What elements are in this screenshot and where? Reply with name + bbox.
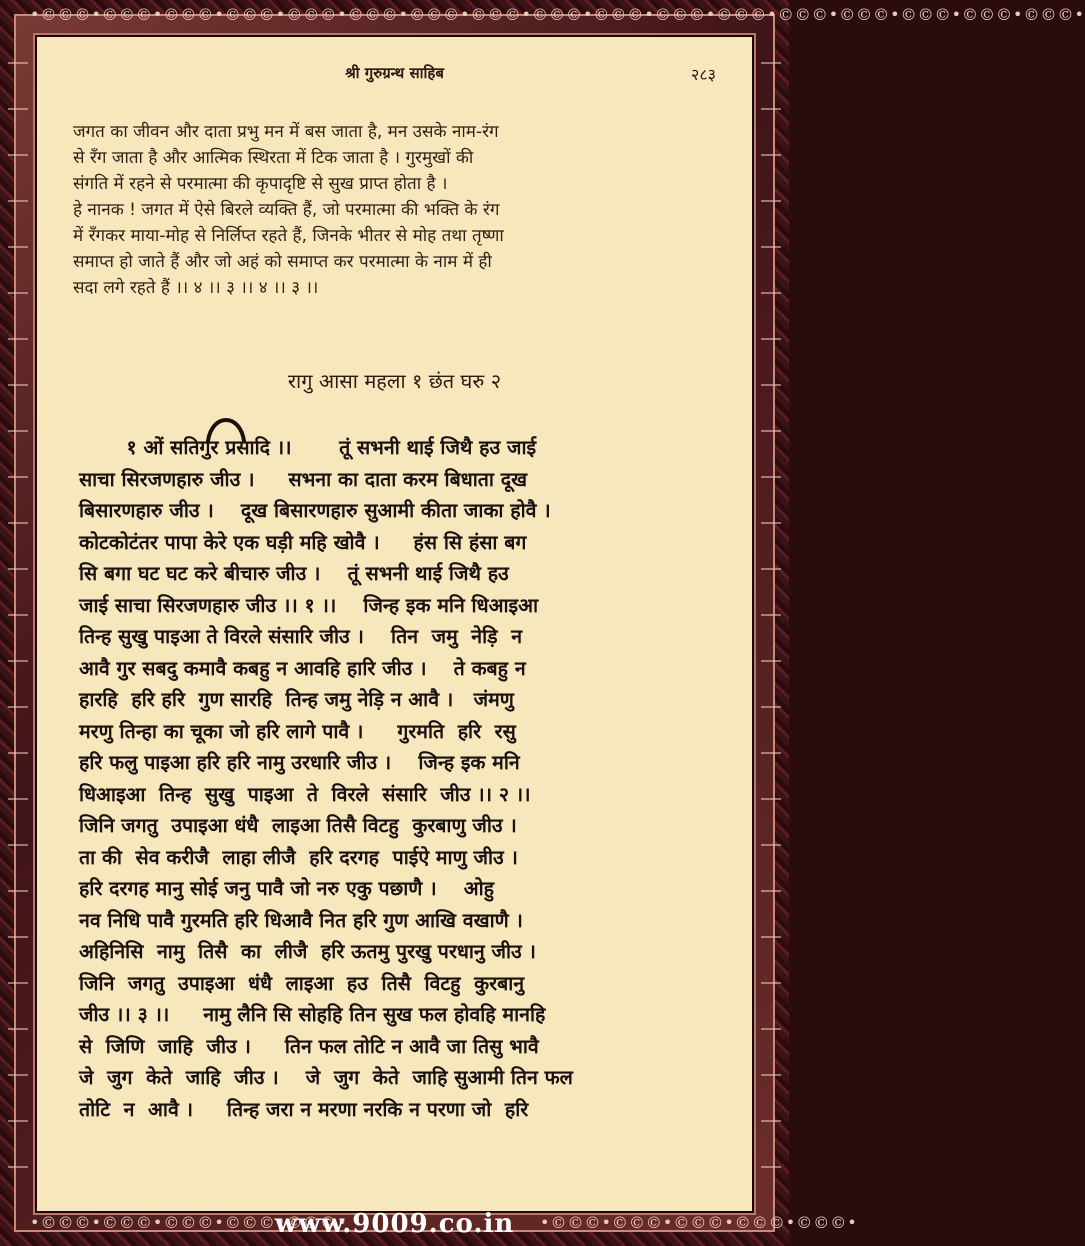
verse-line: आवै गुर सबदु कमावै कबहु न आवहि हारि जीउ । ते कबहु न <box>79 656 526 680</box>
verse-line: १ ओं सतिगुर प्रसादि ।। तूं सभनी थाई जिथै हउ जाई <box>79 436 537 459</box>
verse-line: मरणु तिन्हा का चूका जो हरि लागे पावै । गुरमति हरि रसु <box>79 719 516 743</box>
verse-line: साचा सिरजणहारु जीउ । सभना का दाता करम बिधाता दूख <box>79 467 528 491</box>
verse-line: बिसारणहारु जीउ । दूख बिसारणहारु सुआमी कीता जाका होवै । <box>79 499 551 522</box>
verse-line: जाई साचा सिरजणहारु जीउ ।। १ ।। जिन्ह इक मनि धिआइआ <box>79 593 539 617</box>
paragraph-line: में रँगकर माया-मोह से निर्लिप्त रहते हैं, जिनके भीतर से मोह तथा तृष्णा <box>73 226 504 246</box>
footer-url-link[interactable]: www.9009.co.in <box>274 1209 515 1239</box>
ornament-right-border <box>761 40 781 1206</box>
paragraph-line: हे नानक ! जगत में ऐसे बिरले व्यक्ति हैं, जो परमात्मा की भक्ति के रंग <box>73 200 500 220</box>
page-number: २८३ <box>691 65 716 84</box>
paragraph-line: संगति में रहने से परमात्मा की कृपादृष्टि से सुख प्राप्त होता है । <box>73 174 448 194</box>
ornament-top-border: •©©©•©©©•©©©•©©©•©©©•©©©•©©©•©©©•©©©•©©©•©©©•©©©•©©©•©©©•©©©•©©©•©©©• <box>30 5 1085 24</box>
ornament-bottom-left: •©©©•©©©•©©©•©©©•©©©• <box>30 1213 348 1232</box>
paragraph-line: समाप्त हो जाते हैं और जो अहं को समाप्त कर परमात्मा के नाम में ही <box>73 252 492 272</box>
scripture-page <box>37 37 752 1211</box>
verse-line: कोटकोटंतर पापा केरे एक घड़ी महि खोवै । हंस सि हंसा बग <box>79 530 527 554</box>
section-heading: रागु आसा महला १ छंत घरु २ <box>287 369 502 393</box>
verse-line: जिनि जगतु उपाइआ धंधै लाइआ हउ तिसै विटहु कुरबानु <box>79 971 525 995</box>
paragraph-line: सदा लगे रहते हैं ।। ४ ।। ३ ।। ४ ।। ३ ।। <box>73 278 319 298</box>
verse-line: तिन्ह सुखु पाइआ ते विरले संसारि जीउ । तिन जमु नेड़ि न <box>79 625 523 648</box>
verse-line: अहिनिसि नामु तिसै का लीजै हरि ऊतमु पुरखु परधानु जीउ । <box>79 940 536 963</box>
verse-line: हरि फलु पाइआ हरि हरि नामु उरधारि जीउ । जिन्ह इक मनि <box>79 751 520 774</box>
verse-line: जे जुग केते जाहि जीउ । जे जुग केते जाहि सुआमी तिन फल <box>79 1066 573 1089</box>
verse-line: तोटि न आवै । तिन्ह जरा न मरणा नरकि न परणा जो हरि <box>79 1097 529 1121</box>
ornament-left-border <box>8 40 28 1206</box>
ornament-bottom-right: •©©©•©©©•©©©•©©©•©©©• <box>540 1213 858 1232</box>
verse-line: धिआइआ तिन्ह सुखु पाइआ ते विरले संसारि जीउ ।। २ ।। <box>79 782 531 806</box>
verse-line: ता की सेव करीजै लाहा लीजै हरि दरगह पाईऐ माणु जीउ । <box>79 845 518 869</box>
verse-line: नव निधि पावै गुरमति हरि धिआवै नित हरि गुण आखि वखाणै । <box>79 908 523 932</box>
verse-line: हारहि हरि हरि गुण सारहि तिन्ह जमु नेड़ि न आवै । जंमणु <box>79 688 514 711</box>
page-header <box>37 63 752 87</box>
verse-line: से जिणि जाहि जीउ । तिन फल तोटि न आवै जा तिसु भावै <box>79 1034 539 1058</box>
verse-line: जीउ ।। ३ ।। नामु लैनि सि सोहहि तिन सुख फल होवहि मानहि <box>79 1003 546 1026</box>
verse-line: जिनि जगतु उपाइआ धंधै लाइआ तिसै विटहु कुरबाणु जीउ । <box>79 814 517 837</box>
verse-line: हरि दरगह मानु सोई जनु पावै जो नरु एकु पछाणै । ओहु <box>79 877 495 900</box>
gurbani-verses <box>79 432 719 1125</box>
paragraph-line: से रँग जाता है और आत्मिक स्थिरता में टिक जाता है । गुरमुखों की <box>73 148 474 168</box>
paragraph-line: जगत का जीवन और दाता प्रभु मन में बस जाता है, मन उसके नाम-रंग <box>73 122 499 142</box>
page-title: श्री गुरुग्रन्थ साहिब <box>345 64 444 82</box>
verse-line: सि बगा घट घट करे बीचारु जीउ । तूं सभनी थाई जिथै हउ <box>79 562 509 585</box>
translation-paragraph <box>73 119 721 301</box>
